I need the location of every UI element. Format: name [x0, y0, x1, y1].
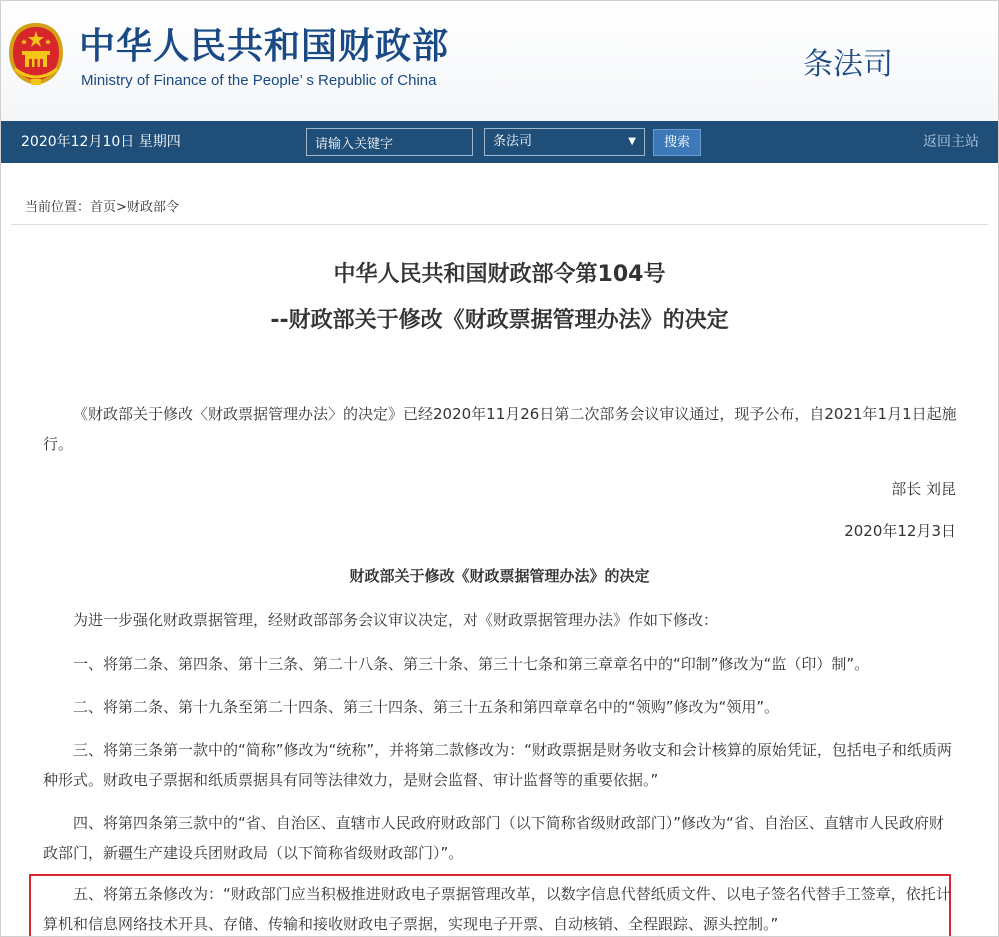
breadcrumb-home-link[interactable]: 首页 — [90, 200, 117, 215]
current-date: 2020年12月10日 星期四 — [21, 134, 181, 150]
amendment-item-3: 三、将第三条第一款中的“简称”修改为“统称”，并将第二款修改为：“财政票据是财务收支和会计核算的原始凭证，包括电子和纸质两种形式。财政电子票据和纸质票据具有同等法律效力，是财会监督、审计监督等的重要依据。” — [43, 741, 952, 789]
site-name-cn[interactable]: 中华人民共和国财政部 — [79, 26, 450, 67]
search-scope-select[interactable] — [484, 128, 645, 156]
chevron-down-icon[interactable]: ▼ — [628, 136, 636, 147]
breadcrumb-bar — [11, 191, 988, 225]
search-input[interactable] — [306, 128, 473, 156]
national-emblem-icon[interactable] — [7, 19, 65, 89]
nav-bar — [1, 121, 998, 163]
article-signature: 部长 刘昆 — [891, 480, 956, 498]
breadcrumb-current-link[interactable]: 财政部令 — [126, 200, 179, 215]
search-scope-value: 条法司 — [493, 134, 533, 149]
article-subtitle: --财政部关于修改《财政票据管理办法》的决定 — [270, 308, 729, 333]
article-title: 中华人民共和国财政部令第104号 — [333, 262, 666, 287]
breadcrumb — [25, 199, 179, 217]
breadcrumb-label: 当前位置： — [25, 200, 91, 215]
site-header — [1, 1, 998, 121]
department-title: 条法司 — [803, 47, 893, 82]
breadcrumb-separator: > — [116, 200, 127, 215]
article-intro: 《财政部关于修改〈财政票据管理办法〉的决定》已经2020年11月26日第二次部务会议审议通过，现予公布，自2021年1月1日起施行。 — [43, 405, 957, 453]
decision-preamble: 为进一步强化财政票据管理，经财政部部务会议审议决定，对《财政票据管理办法》作如下修改： — [73, 611, 719, 629]
site-name-en[interactable]: Ministry of Finance of the People’ s Republic of China — [81, 72, 437, 89]
amendment-item-5: 五、将第五条修改为：“财政部门应当积极推进财政电子票据管理改革，以数字信息代替纸质文件、以电子签名代替手工签章，依托计算机和信息网络技术开具、存储、传输和接收财政电子票据，实现电子开票、自动核销、全程跟踪、源头控制。” — [43, 885, 951, 933]
decision-title: 财政部关于修改《财政票据管理办法》的决定 — [349, 567, 650, 585]
amendment-item-1: 一、将第二条、第四条、第十三条、第二十八条、第三十条、第三十七条和第三章章名中的“印制”修改为“监（印）制”。 — [73, 655, 870, 673]
amendment-item-4: 四、将第四条第三款中的“省、自治区、直辖市人民政府财政部门（以下简称省级财政部门）”修改为“省、自治区、直辖市人民政府财政部门，新疆生产建设兵团财政局（以下简称省级财政部门）”。 — [43, 814, 944, 862]
return-home-link[interactable]: 返回主站 — [923, 134, 979, 150]
search-button[interactable]: 搜索 — [653, 129, 701, 156]
article-date: 2020年12月3日 — [844, 522, 956, 540]
amendment-item-2: 二、将第二条、第十九条至第二十四条、第三十四条、第三十五条和第四章章名中的“领购”修改为“领用”。 — [73, 698, 780, 716]
